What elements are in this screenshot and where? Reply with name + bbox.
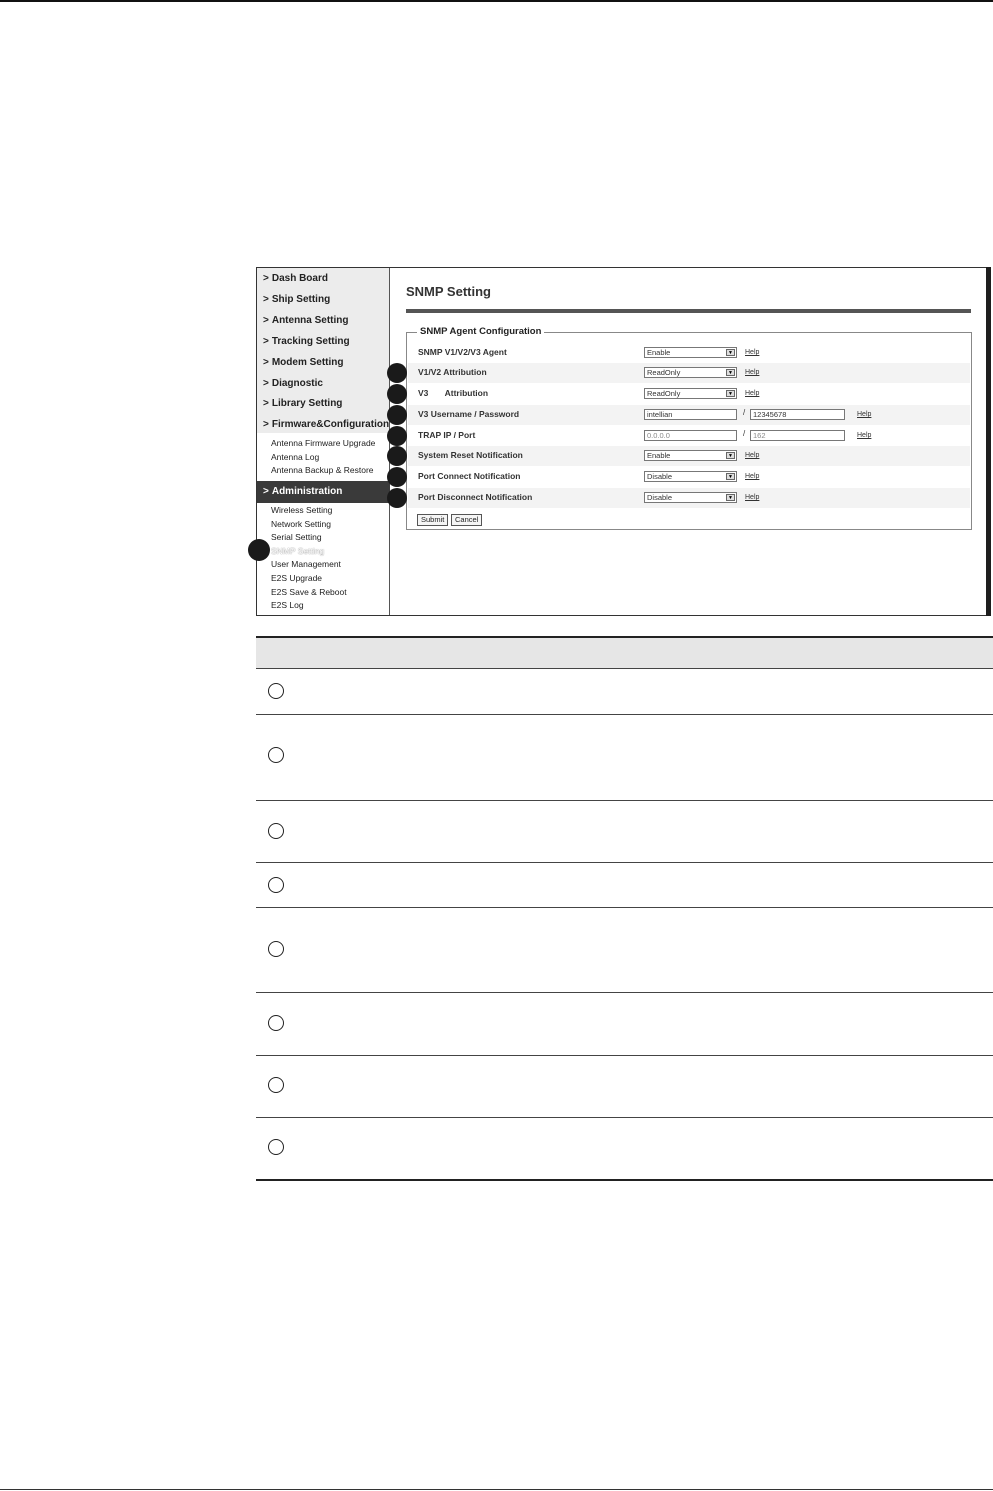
number-circle-icon [268, 941, 284, 957]
snmp-agent-select[interactable]: Enable ▼ [644, 347, 737, 358]
submenu-item-e2s-log[interactable]: E2S Log [271, 600, 304, 610]
submenu-item-wireless-setting[interactable]: Wireless Setting [271, 505, 333, 515]
snmp-screenshot [256, 267, 987, 616]
callout-marker [387, 488, 407, 508]
callout-marker [387, 446, 407, 466]
number-circle-icon [268, 877, 284, 893]
table-header [256, 638, 993, 669]
submenu-item-network-setting[interactable]: Network Setting [271, 519, 331, 529]
submenu-item-antenna-log[interactable]: Antenna Log [271, 452, 320, 462]
page-bottom-rule [0, 1489, 993, 1490]
table-row [256, 801, 993, 863]
row-label: SNMP V1/V2/V3 Agent [418, 347, 507, 357]
number-circle-icon [268, 747, 284, 763]
row-label: System Reset Notification [418, 450, 523, 460]
row-label: Port Connect Notification [418, 471, 521, 481]
row-label: TRAP IP / Port [418, 430, 476, 440]
chevron-down-icon: ▼ [726, 473, 735, 480]
help-link[interactable]: Help [745, 390, 760, 397]
submenu-item-e2s-upgrade[interactable]: E2S Upgrade [271, 573, 323, 583]
chevron-down-icon: ▼ [726, 390, 735, 397]
callout-marker [248, 539, 270, 561]
sidebar-item-tracking-setting[interactable]: > Tracking Setting [263, 336, 350, 347]
group-title: SNMP Agent Configuration [417, 326, 544, 337]
sidebar-item-administration[interactable]: > Administration [257, 481, 390, 503]
v1v2-attribution-select[interactable]: ReadOnly ▼ [644, 367, 737, 378]
submenu-item-e2s-save-reboot[interactable]: E2S Save & Reboot [271, 587, 347, 597]
system-reset-notification-select[interactable]: Enable ▼ [644, 450, 737, 461]
cancel-button[interactable]: Cancel [451, 514, 482, 526]
chevron-right-icon: > [263, 336, 269, 347]
chevron-right-icon: > [263, 486, 269, 497]
chevron-down-icon: ▼ [726, 494, 735, 501]
number-circle-icon [268, 1139, 284, 1155]
submenu-item-antenna-firmware-upgrade[interactable]: Antenna Firmware Upgrade [271, 438, 376, 448]
chevron-right-icon: > [263, 315, 269, 326]
sidebar [257, 268, 390, 615]
callout-marker [387, 426, 407, 446]
row-v3-username-password [408, 405, 970, 425]
help-link[interactable]: Help [857, 411, 872, 418]
screenshot-scrollbar-edge [986, 267, 991, 616]
submenu-item-serial-setting[interactable]: Serial Setting [271, 532, 322, 542]
firmware-submenu [257, 433, 389, 481]
row-v1v2-attribution [408, 363, 970, 383]
help-link[interactable]: Help [745, 369, 760, 376]
table-row [256, 669, 993, 715]
row-port-connect-notification [408, 467, 970, 487]
table-row [256, 715, 993, 801]
sidebar-item-dash-board[interactable]: > Dash Board [263, 273, 328, 284]
row-v3-attribution [408, 384, 970, 404]
chevron-right-icon: > [263, 378, 269, 389]
callout-marker [387, 467, 407, 487]
table-row [256, 908, 993, 993]
trap-port-input[interactable]: 162 [750, 430, 845, 441]
chevron-down-icon: ▼ [726, 369, 735, 376]
number-circle-icon [268, 1077, 284, 1093]
row-label: V3 Attribution [418, 388, 489, 398]
callout-marker [387, 363, 407, 383]
separator: / [743, 408, 746, 417]
chevron-right-icon: > [263, 357, 269, 368]
row-system-reset-notification [408, 446, 970, 466]
chevron-right-icon: > [263, 273, 269, 284]
chevron-right-icon: > [263, 398, 269, 409]
submenu-item-snmp-setting[interactable]: SNMP Setting [271, 546, 325, 556]
sidebar-item-antenna-setting[interactable]: > Antenna Setting [263, 315, 349, 326]
sidebar-item-modem-setting[interactable]: > Modem Setting [263, 357, 344, 368]
table-row [256, 863, 993, 908]
number-circle-icon [268, 823, 284, 839]
sidebar-item-firmware-configuration[interactable]: > Firmware&Configuration [263, 419, 390, 430]
v3-password-input[interactable]: 12345678 [750, 409, 845, 420]
sidebar-item-library-setting[interactable]: > Library Setting [263, 398, 343, 409]
port-connect-notification-select[interactable]: Disable ▼ [644, 471, 737, 482]
chevron-down-icon: ▼ [726, 349, 735, 356]
chevron-right-icon: > [263, 419, 269, 430]
help-link[interactable]: Help [857, 432, 872, 439]
row-trap-ip-port [408, 426, 970, 446]
v3-username-input[interactable]: intellian [644, 409, 737, 420]
table-row [256, 1118, 993, 1181]
row-snmp-agent [408, 343, 970, 363]
number-circle-icon [268, 1015, 284, 1031]
row-label: Port Disconnect Notification [418, 492, 533, 502]
row-port-disconnect-notification [408, 488, 970, 508]
main-panel [390, 268, 986, 615]
administration-submenu [257, 503, 389, 615]
help-link[interactable]: Help [745, 494, 760, 501]
submit-button[interactable]: Submit [417, 514, 448, 526]
help-link[interactable]: Help [745, 473, 760, 480]
submenu-item-antenna-backup-restore[interactable]: Antenna Backup & Restore [271, 465, 374, 475]
trap-ip-input[interactable]: 0.0.0.0 [644, 430, 737, 441]
page-top-rule [0, 0, 993, 2]
separator: / [743, 429, 746, 438]
submenu-item-user-management[interactable]: User Management [271, 559, 341, 569]
row-label: V3 Username / Password [418, 409, 520, 419]
help-link[interactable]: Help [745, 349, 760, 356]
sidebar-item-ship-setting[interactable]: > Ship Setting [263, 294, 331, 305]
table-row [256, 993, 993, 1056]
chevron-down-icon: ▼ [726, 452, 735, 459]
callout-marker [387, 405, 407, 425]
page-title: SNMP Setting [406, 284, 491, 299]
row-label: V1/V2 Attribution [418, 367, 487, 377]
chevron-right-icon: > [263, 294, 269, 305]
sidebar-item-diagnostic[interactable]: > Diagnostic [263, 378, 323, 389]
snmp-agent-configuration-group [406, 326, 972, 530]
title-divider [406, 309, 971, 313]
table-row [256, 1056, 993, 1118]
callout-marker [387, 384, 407, 404]
port-disconnect-notification-select[interactable]: Disable ▼ [644, 492, 737, 503]
help-link[interactable]: Help [745, 452, 760, 459]
v3-attribution-select[interactable]: ReadOnly ▼ [644, 388, 737, 399]
number-circle-icon [268, 683, 284, 699]
